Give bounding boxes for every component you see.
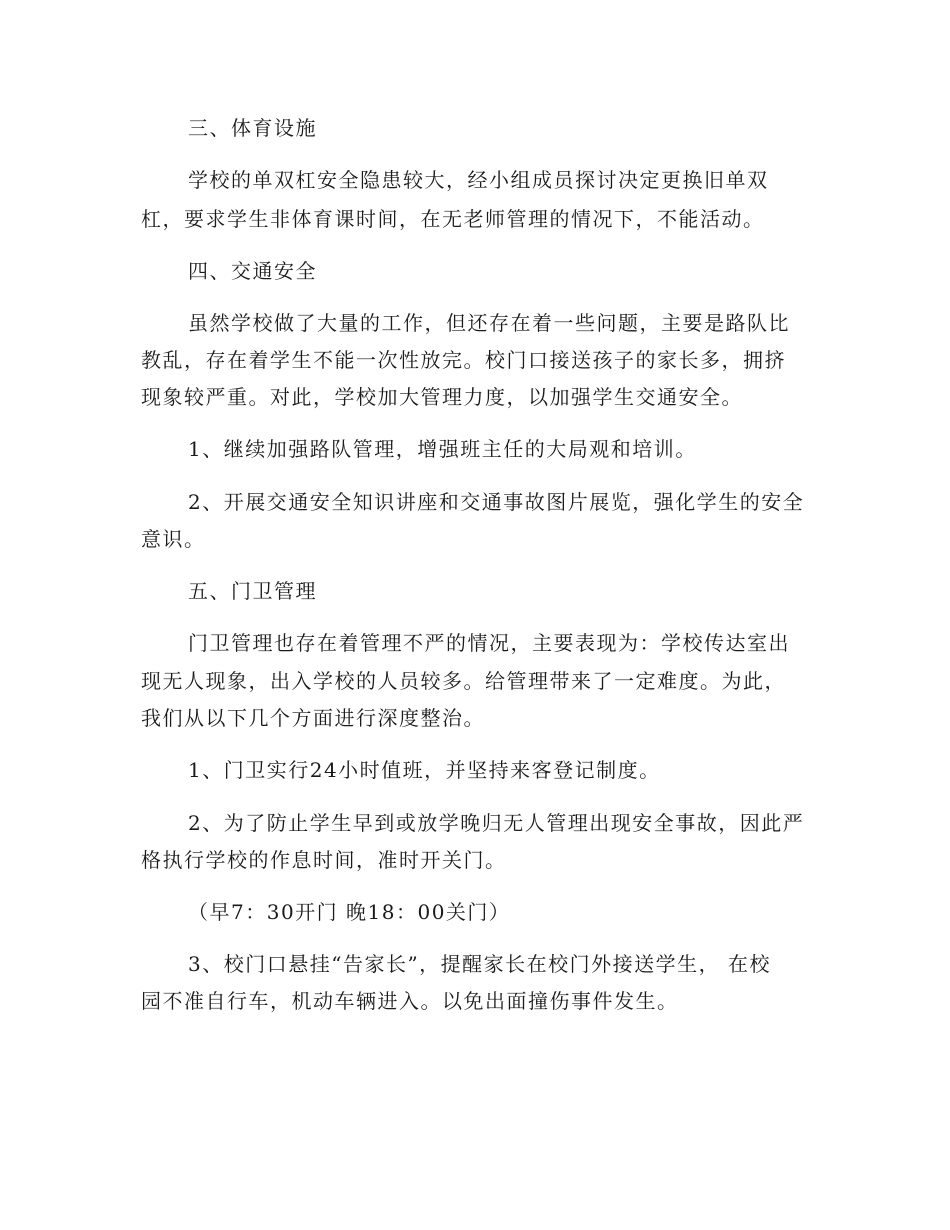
section-heading-traffic-safety: 四、交通安全: [188, 259, 317, 283]
list-item: 2、为了防止学生早到或放学晚归无人管理出现安全事故，因此严: [188, 811, 805, 835]
section-heading-sports-facilities: 三、体育设施: [188, 116, 317, 140]
paragraph-line: 我们从以下几个方面进行深度整治。: [141, 706, 485, 730]
paragraph-line: 虽然学校做了大量的工作，但还存在着一些问题，主要是路队比: [188, 311, 790, 335]
list-item-continuation: 园不准自行车，机动车辆进入。以免出面撞伤事件发生。: [141, 989, 679, 1013]
list-item-continuation: 意识。: [141, 527, 206, 551]
section-heading-gate-management: 五、门卫管理: [188, 579, 317, 603]
list-item: 2、开展交通安全知识讲座和交通事故图片展览，强化学生的安全: [188, 490, 805, 514]
paragraph-line: 现象较严重。对此，学校加大管理力度，以加强学生交通安全。: [141, 385, 743, 409]
list-item: 1、继续加强路队管理，增强班主任的大局观和培训。: [188, 437, 697, 461]
paragraph-line: 杠，要求学生非体育课时间，在无老师管理的情况下，不能活动。: [141, 207, 765, 231]
list-item: 3、校门口悬挂“告家长”，提醒家长在校门外接送学生， 在校: [188, 952, 772, 976]
list-item: 1、门卫实行24小时值班，并坚持来客登记制度。: [188, 758, 661, 782]
paragraph-line: 教乱，存在着学生不能一次性放完。校门口接送孩子的家长多，拥挤: [141, 348, 786, 372]
schedule-note: （早7：30开门 晚18：00关门）: [188, 900, 511, 924]
paragraph-line: 现无人现象，出入学校的人员较多。给管理带来了一定难度。为此，: [141, 669, 786, 693]
paragraph-line: 学校的单双杠安全隐患较大，经小组成员探讨决定更换旧单双: [188, 168, 769, 192]
paragraph-line: 门卫管理也存在着管理不严的情况，主要表现为：学校传达室出: [188, 631, 790, 655]
list-item-continuation: 格执行学校的作息时间，准时开关门。: [141, 848, 507, 872]
